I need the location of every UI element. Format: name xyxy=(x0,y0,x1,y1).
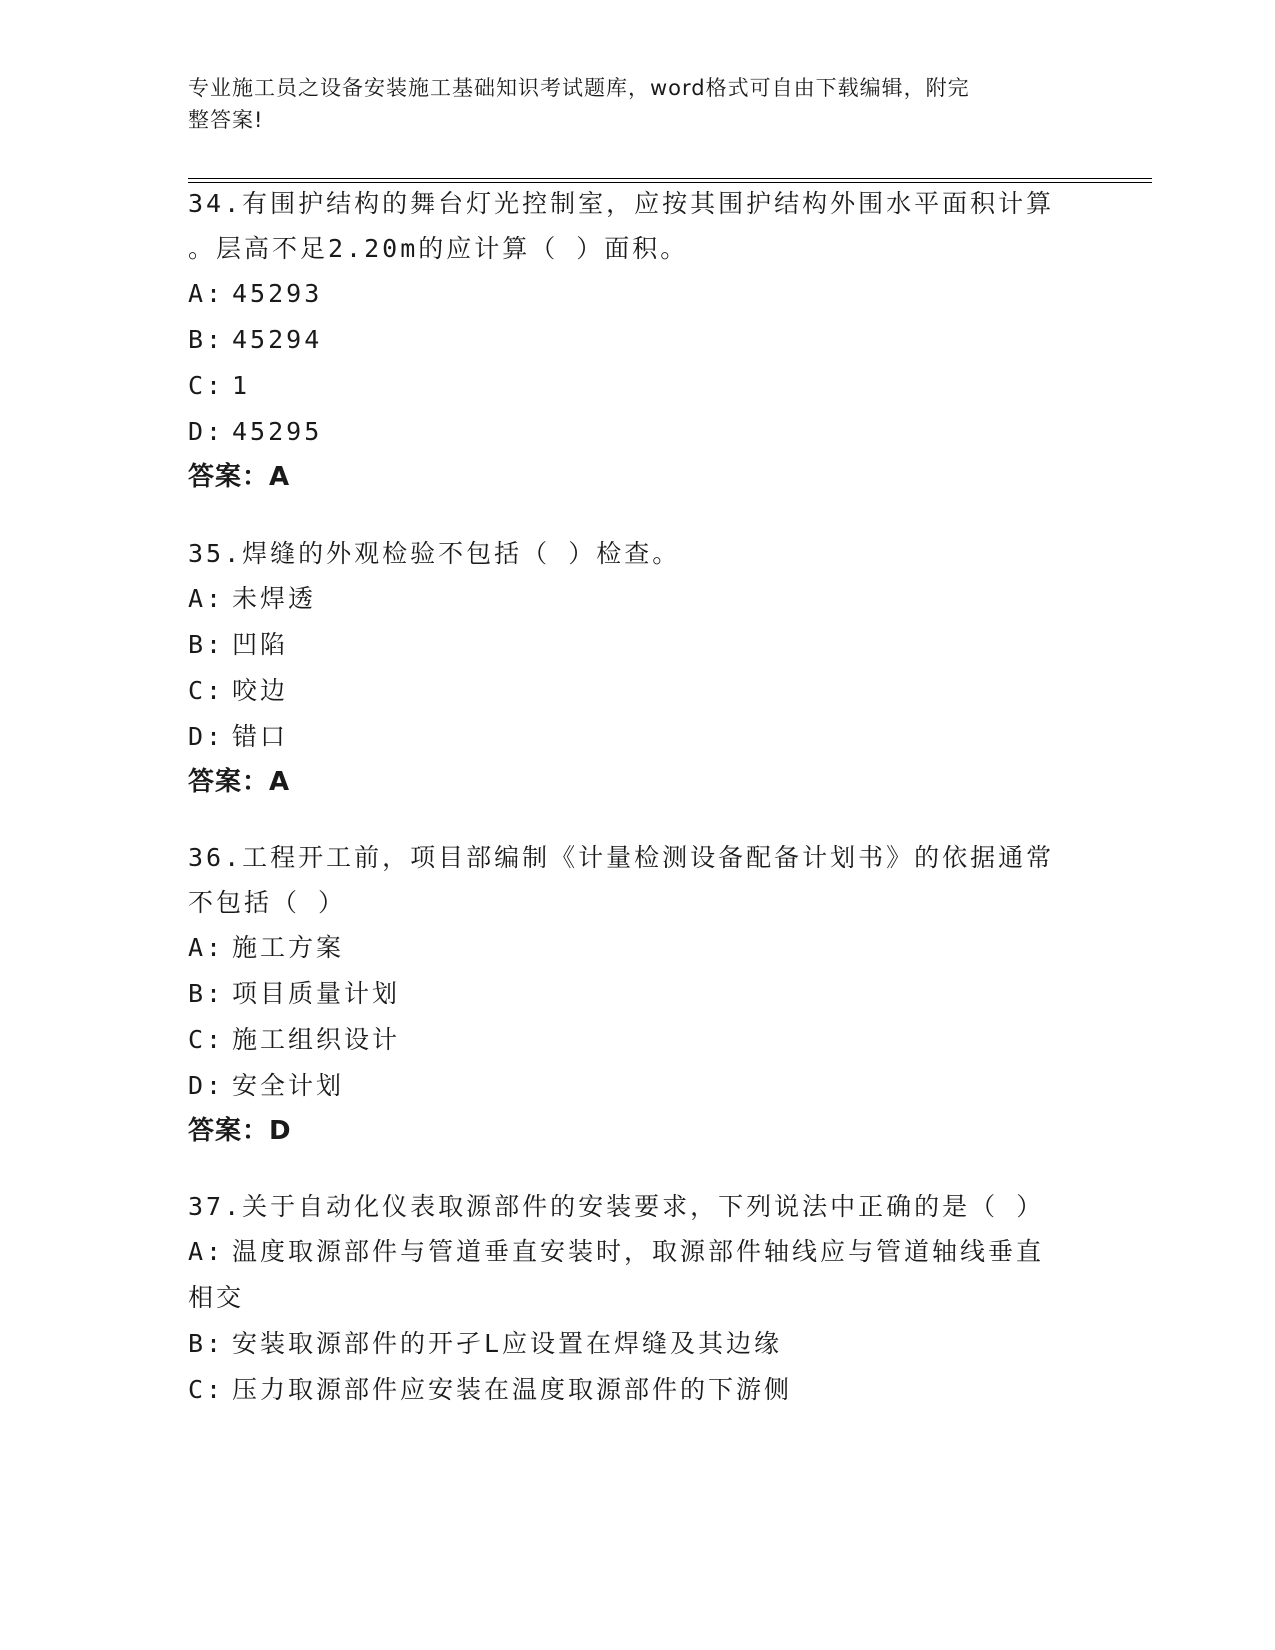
option-c xyxy=(188,363,1088,409)
option-key: B: xyxy=(188,325,225,354)
option-key: C: xyxy=(188,371,225,400)
option-d xyxy=(188,714,1088,760)
option-a-continuation: 相交 xyxy=(188,1283,245,1312)
option-b xyxy=(188,622,1088,668)
question-36 xyxy=(188,835,1088,1154)
question-37 xyxy=(188,1184,1088,1413)
option-key: C: xyxy=(188,1025,225,1054)
option-text: 安全计划 xyxy=(232,1071,345,1100)
option-key: D: xyxy=(188,417,225,446)
option-text: 施工方案 xyxy=(232,933,345,962)
option-text: 咬边 xyxy=(232,676,289,705)
question-stem-line: 35.焊缝的外观检验不包括（ ）检查。 xyxy=(188,539,681,568)
option-key: D: xyxy=(188,1071,225,1100)
option-c xyxy=(188,668,1088,714)
option-a xyxy=(188,576,1088,622)
question-stem-line: 34.有围护结构的舞台灯光控制室，应按其围护结构外围水平面积计算 xyxy=(188,189,1055,218)
option-text: 45294 xyxy=(232,325,323,354)
option-text: 45295 xyxy=(232,417,323,446)
option-d xyxy=(188,409,1088,455)
option-text: 错口 xyxy=(232,722,289,751)
option-d xyxy=(188,1063,1088,1109)
option-a xyxy=(188,925,1088,971)
answer-line: 答案：A xyxy=(188,462,291,492)
question-stem-line: 36.工程开工前，项目部编制《计量检测设备配备计划书》的依据通常 xyxy=(188,843,1055,872)
option-key: B: xyxy=(188,979,225,1008)
header-divider-top xyxy=(188,178,1152,179)
option-b xyxy=(188,317,1088,363)
question-stem-line: 37.关于自动化仪表取源部件的安装要求，下列说法中正确的是（ ） xyxy=(188,1192,1045,1221)
answer-line: 答案：D xyxy=(188,1116,292,1146)
question-35 xyxy=(188,531,1088,805)
option-text: 未焊透 xyxy=(232,584,317,613)
option-key: C: xyxy=(188,676,225,705)
option-text: 45293 xyxy=(232,279,323,308)
option-key: C: xyxy=(188,1375,225,1404)
option-a xyxy=(188,1229,1088,1275)
option-text: 项目质量计划 xyxy=(232,979,401,1008)
option-key: D: xyxy=(188,722,225,751)
option-text: 1 xyxy=(232,371,251,400)
option-c xyxy=(188,1367,1088,1413)
option-text: 压力取源部件应安装在温度取源部件的下游侧 xyxy=(232,1375,793,1404)
option-key: B: xyxy=(188,630,225,659)
option-text: 施工组织设计 xyxy=(232,1025,401,1054)
option-text: 温度取源部件与管道垂直安装时，取源部件轴线应与管道轴线垂直 xyxy=(232,1237,1045,1266)
option-key: A: xyxy=(188,1237,225,1266)
header-title-line-2: 整答案! xyxy=(188,108,264,132)
option-a xyxy=(188,271,1088,317)
option-text: 安装取源部件的开孑L应设置在焊缝及其边缘 xyxy=(232,1329,783,1358)
question-34 xyxy=(188,181,1088,500)
question-stem-line: 不包括（ ） xyxy=(188,888,347,917)
option-key: A: xyxy=(188,584,225,613)
option-b xyxy=(188,1321,1088,1367)
header-title-line-1: 专业施工员之设备安装施工基础知识考试题库，word格式可自由下载编辑，附完 xyxy=(188,76,970,100)
option-c xyxy=(188,1017,1088,1063)
option-key: B: xyxy=(188,1329,225,1358)
option-key: A: xyxy=(188,933,225,962)
question-stem-line: 。层高不足2.20m的应计算（ ）面积。 xyxy=(188,234,689,263)
option-key: A: xyxy=(188,279,225,308)
option-b xyxy=(188,971,1088,1017)
document-header xyxy=(188,72,1068,136)
option-text: 凹陷 xyxy=(232,630,289,659)
answer-line: 答案：A xyxy=(188,767,291,797)
